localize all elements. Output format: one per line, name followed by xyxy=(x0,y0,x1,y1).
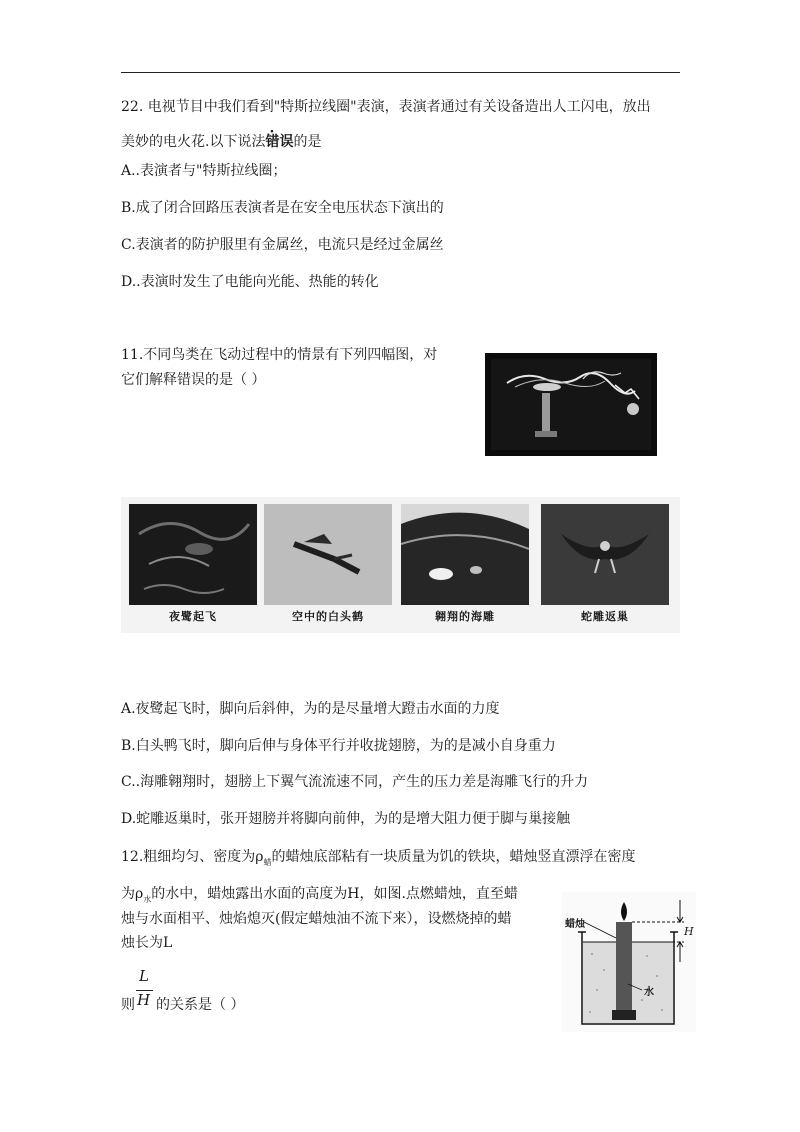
q12-stem-line1: 12.粗细均匀、密度为$\rho_蜡$的蜡烛底部粘有一块质量为饥的铁块，蜡烛竖直漂浮在密度 xyxy=(121,849,636,867)
q22-option-a: A..表演者与"特斯拉线圈； xyxy=(121,163,287,179)
q22-stem-line1: 22. 电视节目中我们看到"特斯拉线圈"表演，表演者通过有关设备造出人工闪电，放出 xyxy=(121,99,651,115)
caption-sea-eagle: 翱翔的海雕 xyxy=(435,610,495,623)
height-label: H xyxy=(684,925,694,938)
caption-night-heron: 夜鹭起飞 xyxy=(169,610,217,623)
q11-stem-line2: 它们解释错误的是（ ） xyxy=(121,372,266,388)
q12-stem-line2: 为$\rho_水$的水中，蜡烛露出水面的高度为H，如图.点燃蜡烛，直至蜡 xyxy=(121,886,518,904)
top-rule xyxy=(121,72,680,73)
q22-option-b: B.成了闭合回路压表演者是在安全电压状态下演出的 xyxy=(121,200,444,216)
fraction-numerator: L xyxy=(139,967,149,985)
caption-white-crane: 空中的白头鹤 xyxy=(292,610,364,623)
q11-option-d: D.蛇雕返巢时，张开翅膀并将脚向前伸，为的是增大阻力便于脚与巢接触 xyxy=(121,811,571,827)
tesla-coil-photo xyxy=(485,353,657,456)
candle-label: 蜡烛 xyxy=(565,919,585,930)
night-heron-photo xyxy=(129,504,257,605)
q22-option-c: C.表演者的防护服里有金属丝，电流只是经过金属丝 xyxy=(121,237,444,253)
q22-stem-line2: 美妙的电火花.以下说法错误的是 xyxy=(121,134,322,150)
sea-eagle-photo xyxy=(401,504,529,605)
q12-stem-line3: 烛与水面相平、烛焰熄灭(假定蜡烛油不流下来），设燃烧掉的蜡 xyxy=(121,911,512,927)
q12-ratio-prefix: 则 xyxy=(121,997,135,1013)
water-label: 水 xyxy=(644,987,654,998)
q22-option-d: D..表演时发生了电能向光能、热能的转化 xyxy=(121,274,379,290)
snake-eagle-photo xyxy=(541,504,669,605)
q22-emphasis: 错误 xyxy=(265,134,294,150)
caption-snake-eagle: 蛇雕返巢 xyxy=(581,610,629,623)
fraction-denominator: H xyxy=(137,991,151,1009)
q11-option-b: B.白头鸭飞时，脚向后伸与身体平行并收拢翅膀，为的是减小自身重力 xyxy=(121,738,556,754)
bird-photos-strip xyxy=(121,497,680,633)
q12-ratio-text: 的关系是（ ） xyxy=(156,997,245,1013)
q12-stem-line4: 烛长为L xyxy=(121,935,173,951)
white-crane-photo xyxy=(264,504,392,605)
q11-option-a: A.夜鹭起飞时，脚向后斜伸，为的是尽量增大蹬击水面的力度 xyxy=(121,701,500,717)
q11-stem-line1: 11.不同鸟类在飞动过程中的情景有下列四幅图，对 xyxy=(121,347,438,363)
q11-option-c: C..海雕翱翔时，翅膀上下翼气流流速不同，产生的压力差是海雕飞行的升力 xyxy=(121,774,589,790)
candle-figure xyxy=(562,892,696,1032)
